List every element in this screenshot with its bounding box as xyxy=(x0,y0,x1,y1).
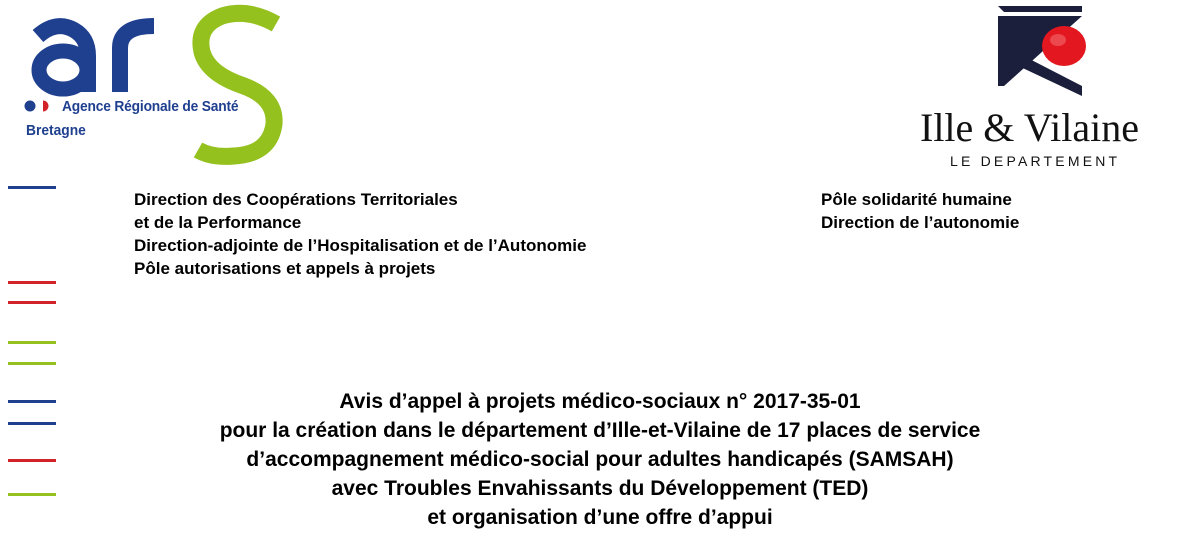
ille-et-vilaine-logo xyxy=(900,0,1200,180)
notice-title-line: pour la création dans le département d’Ille-et-Vilaine de 17 places de service xyxy=(219,419,981,442)
notice-title-line: Avis d’appel à projets médico-sociaux n° 2017-35-01 xyxy=(339,390,861,413)
ars-logo-graphic xyxy=(8,0,288,165)
stripe-blue xyxy=(8,186,56,189)
notice-title xyxy=(0,387,1200,532)
stripe-green xyxy=(8,362,56,365)
ars-agency-name: Agence Régionale de Santé xyxy=(62,98,239,115)
department-name: Ille & Vilaine xyxy=(920,105,1140,150)
ille-et-vilaine-emblem xyxy=(900,0,1200,110)
department-direction-line: Pôle solidarité humaine xyxy=(821,190,1012,209)
ars-region-name: Bretagne xyxy=(26,122,86,139)
ars-bretagne-logo xyxy=(8,0,288,165)
ars-direction-line: Pôle autorisations et appels à projets xyxy=(134,259,436,278)
stripe-green xyxy=(8,341,56,344)
department-direction-block xyxy=(821,188,1019,234)
notice-title-line: d’accompagnement médico-social pour adultes handicapés (SAMSAH) xyxy=(246,448,954,471)
department-direction-line: Direction de l’autonomie xyxy=(821,213,1020,232)
ars-direction-block xyxy=(134,188,586,280)
ars-direction-line: Direction-adjointe de l’Hospitalisation et de l’Autonomie xyxy=(134,236,587,255)
notice-title-line: avec Troubles Envahissants du Développement (TED) xyxy=(331,477,869,500)
department-subtitle: LE DEPARTEMENT xyxy=(950,153,1121,169)
stripe-red xyxy=(8,301,56,304)
ars-direction-line: et de la Performance xyxy=(134,213,302,232)
ars-direction-line: Direction des Coopérations Territoriales xyxy=(134,190,458,209)
stripe-red xyxy=(8,281,56,284)
notice-title-line: et organisation d’une offre d’appui xyxy=(427,506,773,529)
